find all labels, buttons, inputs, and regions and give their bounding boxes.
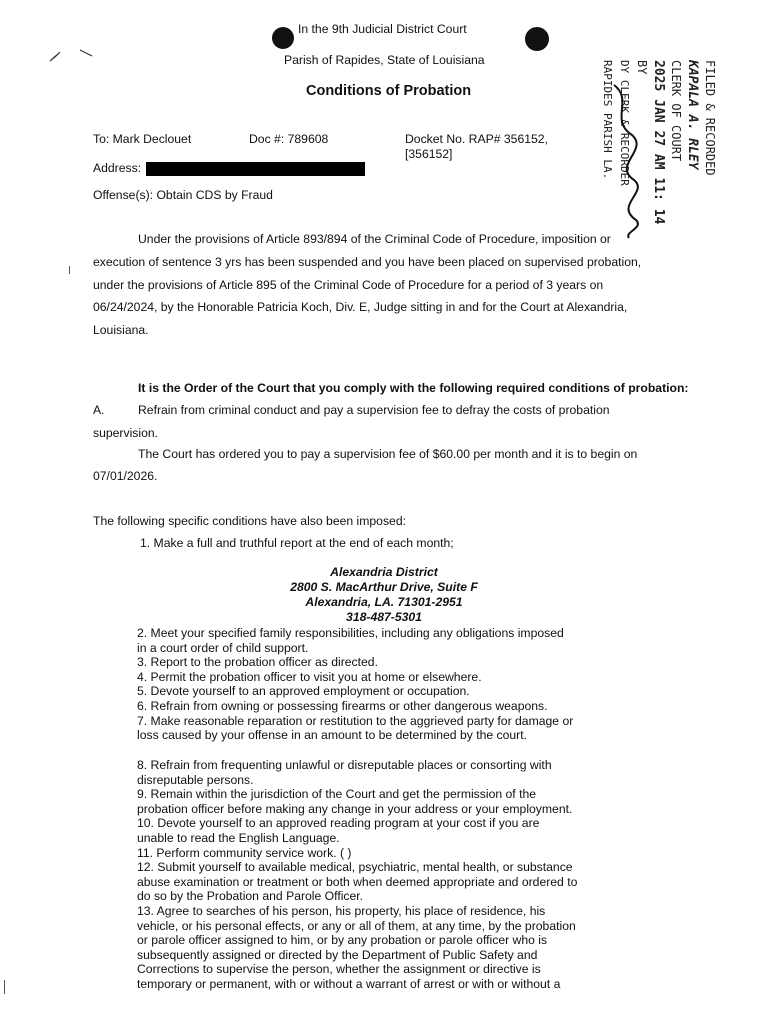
address-label: Address: [93,161,142,175]
condition-line: do so by the Probation and Parole Officer. [137,889,364,904]
stamp-line: CLERK OF COURT [669,60,683,162]
margin-tick [4,980,5,994]
condition-line: 10. Devote yourself to an approved reading program at your cost if you are [137,816,540,831]
office-phone: 318-487-5301 [346,610,422,624]
condition-line: unable to read the English Language. [137,830,340,845]
condition-line: subsequently assigned or directed by the Department of Public Safety and [137,947,538,962]
office-street: 2800 S. MacArthur Drive, Suite F [290,580,478,594]
supervision-fee: The Court has ordered you to pay a supervision fee of $60.00 per month and it is to begin on [138,447,638,461]
condition-line: disreputable persons. [137,772,254,787]
docket-number: Docket No. RAP# 356152, [405,132,548,146]
intro-line: 06/24/2024, by the Honorable Patricia Koch, Div. E, Judge sitting in and for the Court at Alexandria, [93,300,628,315]
docket-sub: [356152] [405,147,453,161]
stamp-line: KAPALA A. RLEY [685,60,700,170]
office-name: Alexandria District [330,565,438,579]
condition-line: 3. Report to the probation officer as directed. [137,655,378,670]
stray-mark [48,46,98,66]
court-name: In the 9th Judicial District Court [298,22,467,36]
condition-line: 4. Permit the probation officer to visit you at home or elsewhere. [137,669,482,684]
condition-line: vehicle, or his personal effects, or any or all of them, at any time, by the probation [137,918,576,933]
fee-start-date: 07/01/2026. [93,469,158,483]
condition-line: abuse examination or treatment or both when deemed appropriate and ordered to [137,874,578,889]
office-city: Alexandria, LA. 71301-2951 [305,595,463,609]
stamp-line: 2025 JAN 27 AM 11: 14 [651,60,666,225]
section-a-label: A. [93,403,105,417]
intro-line: Louisiana. [93,323,149,338]
section-a-text: supervision. [93,426,159,440]
document-title: Conditions of Probation [306,83,472,99]
stamp-line: BY [635,60,649,75]
intro-paragraph [93,228,641,342]
condition-line: 12. Submit yourself to available medical, psychiatric, mental health, or substance [137,860,573,875]
condition-line: temporary or permanent, with or without a warrant of arrest or with or without a [137,976,561,991]
intro-line: execution of sentence 3 yrs has been suspended and you have been placed on supervised probation, [93,254,642,269]
condition-line: 5. Devote yourself to an approved employment or occupation. [137,684,470,699]
punch-hole-left [272,27,294,49]
condition-line: loss caused by your offense in an amount to be determined by the court. [137,728,528,743]
offense-line: Offense(s): Obtain CDS by Fraud [93,188,273,202]
conditions-list [137,626,573,743]
condition-line: 9. Remain within the jurisdiction of the Court and get the permission of the [137,787,537,802]
stamp-line: DY CLERK & RECORDER [618,60,631,186]
condition-line: Corrections to supervise the person, whether the assignment or directive is [137,962,541,977]
redacted-address [146,162,365,176]
doc-number: Doc #: 789608 [249,132,329,146]
conditions-list [137,758,577,992]
specific-heading: The following specific conditions have also been imposed: [93,514,406,528]
intro-line: Under the provisions of Article 893/894 of the Criminal Code of Procedure, imposition or [138,232,611,246]
order-heading: It is the Order of the Court that you comply with the following required conditions of probation: [138,381,689,395]
stamp-line: RAPIDES PARISH LA. [601,60,614,180]
condition-line: 13. Agree to searches of his person, his property, his place of residence, his [137,903,546,918]
stamp-line: FILED & RECORDED [703,60,717,176]
condition-line: 8. Refrain from frequenting unlawful or disreputable places or consorting with [137,758,552,772]
condition-line: 11. Perform community service work. ( ) [137,845,352,860]
section-a-text: Refrain from criminal conduct and pay a supervision fee to defray the costs of probation [138,403,610,417]
condition-line: probation officer before making any change in your address or your employment. [137,801,573,816]
parish-line: Parish of Rapides, State of Louisiana [284,53,485,67]
condition-line: 7. Make reasonable reparation or restitution to the aggrieved party for damage or [137,713,574,728]
condition-line: 2. Meet your specified family responsibilities, including any obligations imposed [137,626,564,640]
handwritten-signature [604,80,654,240]
punch-hole-right [525,27,549,51]
condition-line: or parole officer assigned to him, or by any probation or parole officer who is [137,933,548,948]
recipient-name: To: Mark Declouet [93,132,192,146]
condition-item-1: 1. Make a full and truthful report at the end of each month; [140,536,454,550]
intro-line: under the provisions of Article 895 of the Criminal Code of Procedure for a period of 3 years on [93,277,604,292]
condition-line: in a court order of child support. [137,640,309,655]
condition-line: 6. Refrain from owning or possessing firearms or other dangerous weapons. [137,698,548,713]
margin-tick [69,266,70,274]
